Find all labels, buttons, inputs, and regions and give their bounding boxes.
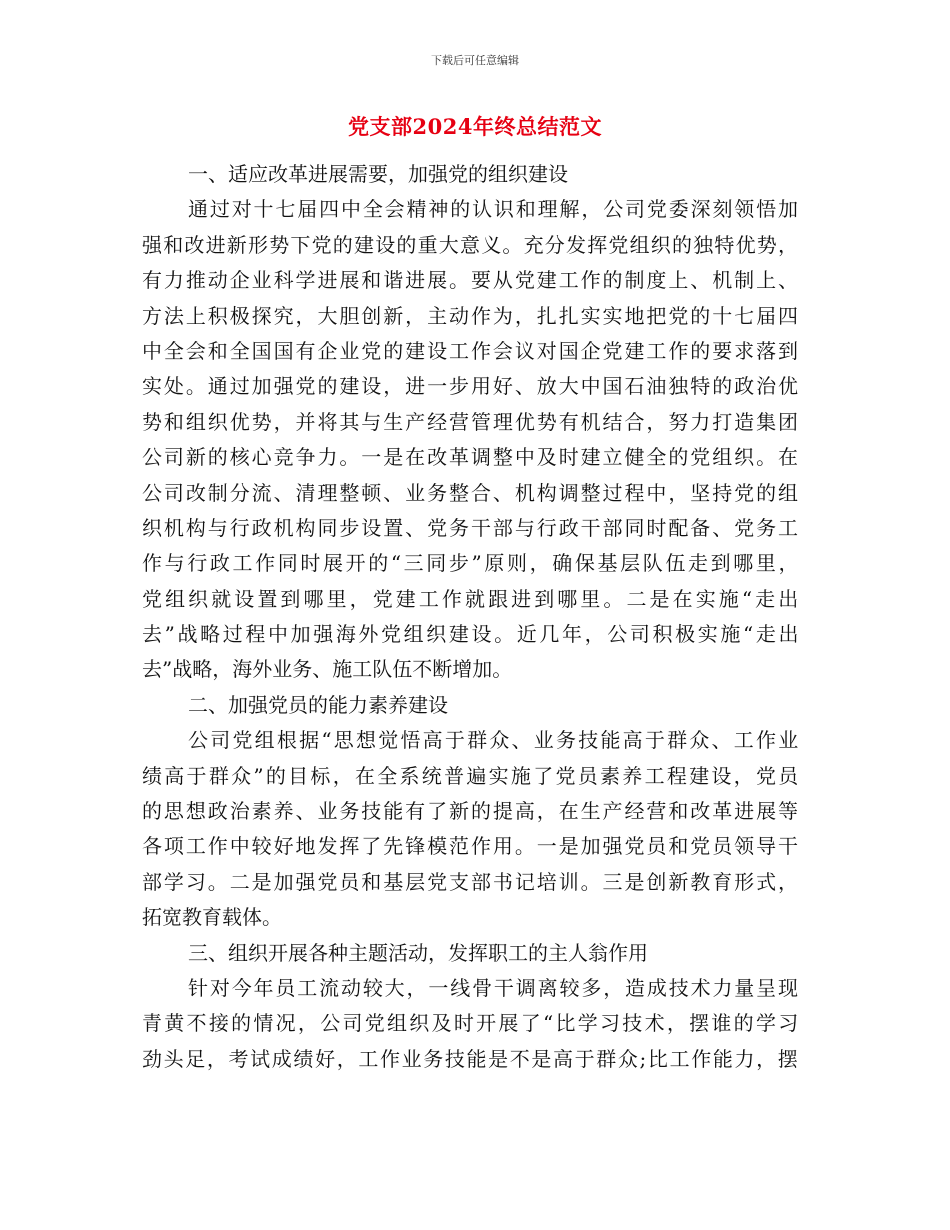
text-line: 织机构与行政机构同步设置、党务干部与行政干部同时配备、党务工 — [142, 515, 800, 540]
section-heading-1: 一、适应改革进展需要，加强党的组织建设 — [188, 162, 568, 186]
text-line: 的思想政治素养、业务技能有了新的提高，在生产经营和改革进展等 — [142, 799, 800, 824]
text-line: 实处。通过加强党的建设，进一步用好、放大中国石油独特的政治优 — [142, 374, 800, 399]
text-line: 部学习。二是加强党员和基层党支部书记培训。三是创新教育形式， — [142, 869, 800, 894]
text-line: 党组织就设置到哪里，党建工作就跟进到哪里。二是在实施“走出 — [142, 586, 802, 611]
text-line: 方法上积极探究，大胆创新，主动作为，扎扎实实地把党的十七届四 — [142, 303, 800, 328]
text-line: 劲头足，考试成绩好，工作业务技能是不是高于群众;比工作能力，摆 — [142, 1046, 800, 1071]
text-line: 公司新的核心竞争力。一是在改革调整中及时建立健全的党组织。在 — [142, 445, 800, 470]
text-line: 绩高于群众”的目标，在全系统普遍实施了党员素养工程建设，党员 — [142, 763, 801, 788]
text-line: 有力推动企业科学进展和谐进展。要从党建工作的制度上、机制上、 — [142, 268, 800, 293]
document-body — [142, 157, 802, 1077]
text-line: 公司改制分流、清理整顿、业务整合、机构调整过程中，坚持党的组 — [142, 480, 800, 505]
section-heading-3: 三、组织开展各种主题活动，发挥职工的主人翁作用 — [188, 940, 648, 965]
text-line: 去”战略，海外业务、施工队伍不断增加。 — [142, 657, 513, 682]
text-line: 去”战略过程中加强海外党组织建设。近几年，公司积极实施“走出 — [142, 622, 802, 647]
text-line: 中全会和全国国有企业党的建设工作会议对国企党建工作的要求落到 — [142, 338, 800, 363]
text-line: 各项工作中较好地发挥了先锋模范作用。一是加强党员和党员领导干 — [142, 834, 800, 859]
text-line: 势和组织优势，并将其与生产经营管理优势有机结合，努力打造集团 — [142, 409, 800, 434]
text-line: 针对今年员工流动较大，一线骨干调离较多，造成技术力量呈现 — [188, 975, 800, 1000]
running-header: 下载后可任意编辑 — [431, 54, 519, 67]
text-line: 青黄不接的情况，公司党组织及时开展了“比学习技术，摆谁的学习 — [142, 1011, 801, 1036]
document-title: 党支部2024年终总结范文 — [348, 114, 602, 139]
section-heading-2: 二、加强党员的能力素养建设 — [188, 692, 448, 717]
text-line: 作与行政工作同时展开的“三同步”原则，确保基层队伍走到哪里， — [142, 551, 802, 576]
text-line: 拓宽教育载体。 — [142, 905, 282, 930]
text-line: 通过对十七届四中全会精神的认识和理解，公司党委深刻领悟加 — [188, 197, 800, 222]
text-line: 公司党组根据“思想觉悟高于群众、业务技能高于群众、工作业 — [188, 728, 801, 753]
text-line: 强和改进新形势下党的建设的重大意义。充分发挥党组织的独特优势， — [142, 232, 800, 257]
